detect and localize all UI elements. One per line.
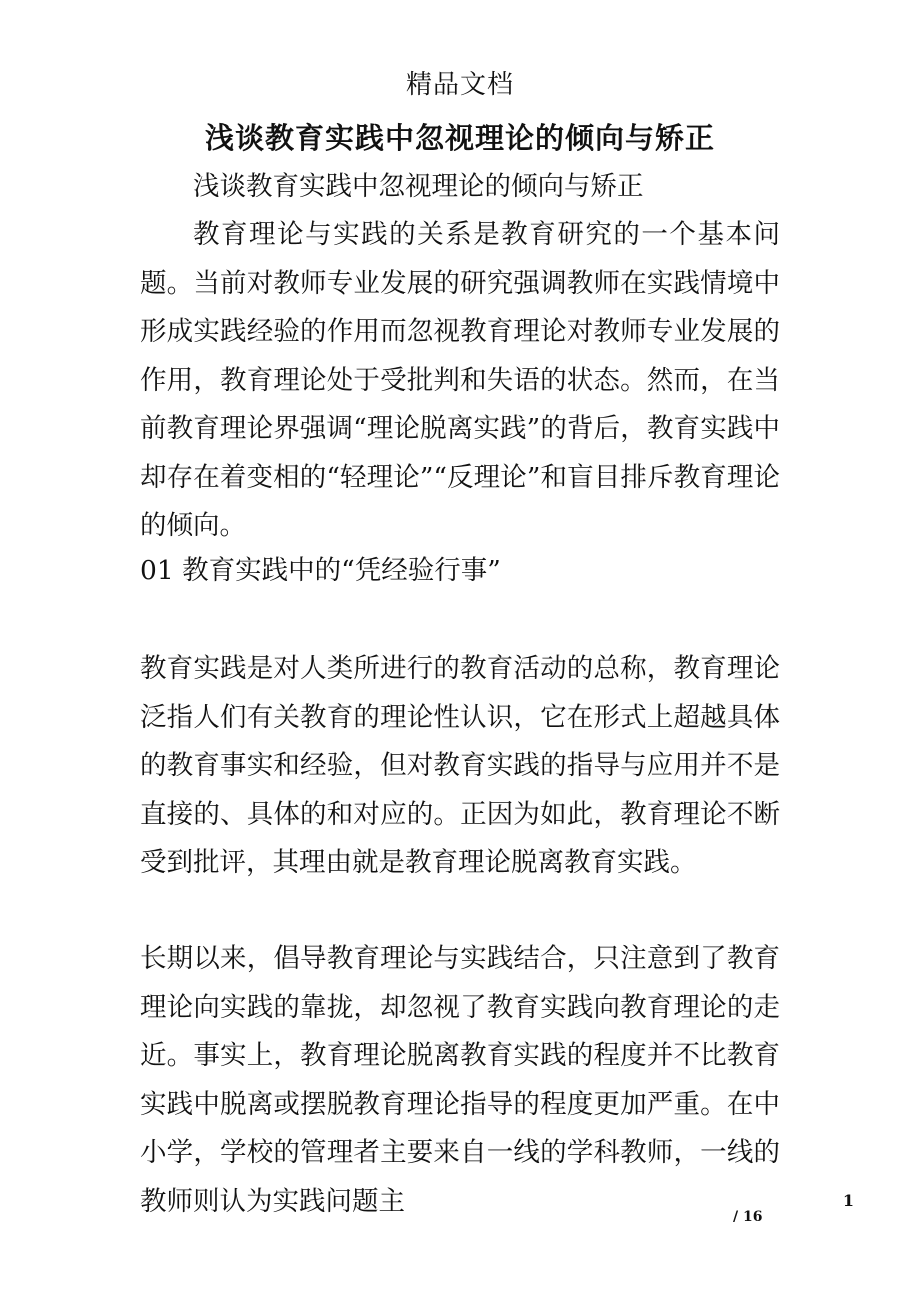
paragraph-1: 教育理论与实践的关系是教育研究的一个基本问题。当前对教师专业发展的研究强调教师在实践情境中形成实践经验的作用而忽视教育理论对教师专业发展的作用，教育理论处于受批判和失语的状态。然而，在当前教育理论界强调“理论脱离实践”的背后，教育实践中却存在着变相的“轻理论”“反理论”和盲目排斥教育理论的倾向。 — [140, 219, 780, 541]
document-subtitle: 浅谈教育实践中忽视理论的倾向与矫正 — [193, 171, 644, 202]
page-number: 1 — [842, 1191, 854, 1210]
page-total: / 16 — [733, 1209, 763, 1225]
paragraph-2: 教育实践是对人类所进行的教育活动的总称，教育理论泛指人们有关教育的理论性认识，它在形式上超越具体的教育事实和经验，但对教育实践的指导与应用并不是直接的、具体的和对应的。正因为如此，教育理论不断受到批评，其理由就是教育理论脱离教育实践。 — [140, 653, 780, 878]
section-heading-1: 01 教育实践中的“凭经验行事” — [140, 555, 501, 586]
paragraph-3: 长期以来，倡导教育理论与实践结合，只注意到了教育理论向实践的靠拢，却忽视了教育实践向教育理论的走近。事实上，教育理论脱离教育实践的程度并不比教育实践中脱离或摆脱教育理论指导的程度更加严重。在中小学，学校的管理者主要来自一线的学科教师，一线的教师则认为实践问题主 — [140, 943, 780, 1217]
page-header: 精品文档 — [405, 70, 514, 100]
document-title: 浅谈教育实践中忽视理论的倾向与矫正 — [204, 121, 715, 155]
